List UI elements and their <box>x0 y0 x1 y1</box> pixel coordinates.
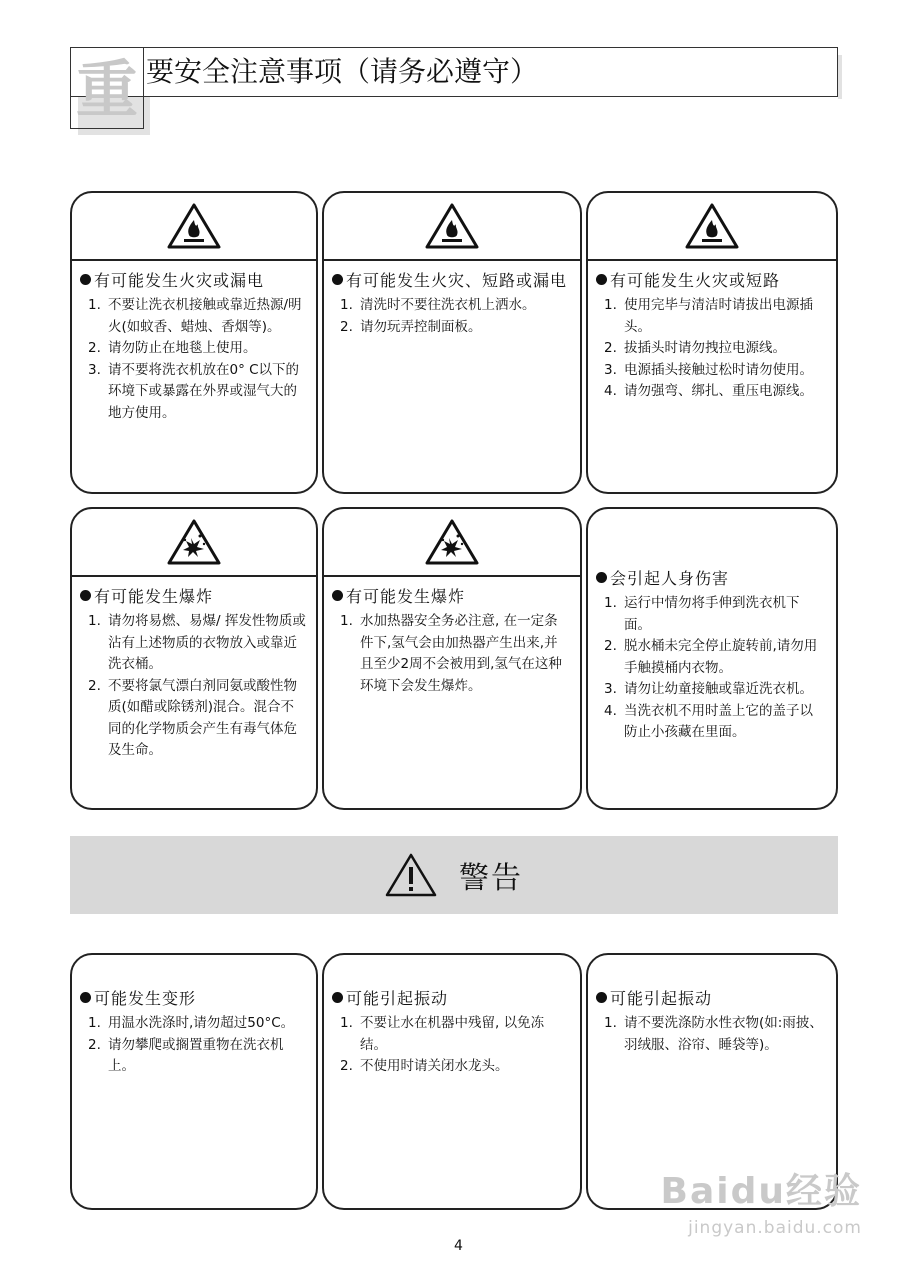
list-item: 1. 运行中情勿将手伸到洗衣机下面。 <box>604 595 800 633</box>
card-title: 可能引起振动 <box>332 989 570 1009</box>
card-title: 有可能发生爆炸 <box>80 587 306 607</box>
list-item: 1. 不要让洗衣机接触或靠近热源/明火(如蚊香、蜡烛、香烟等)。 <box>88 297 302 335</box>
watermark-brand: Baidu经验 <box>660 1171 862 1212</box>
card-vibration-1 <box>322 953 582 1210</box>
card-title: 有可能发生火灾、短路或漏电 <box>332 271 570 291</box>
list-item: 3. 电源插头接触过松时请勿使用。 <box>604 361 813 378</box>
list-item: 3. 请勿让幼童接触或靠近洗衣机。 <box>604 681 813 697</box>
card-icon-area <box>324 193 580 261</box>
card-title: 可能发生变形 <box>80 989 306 1009</box>
card-explosion-2 <box>322 507 582 810</box>
page-title: 要安全注意事项（请务必遵守） <box>146 55 539 88</box>
card-icon-area <box>588 193 836 261</box>
list-item: 1. 不要让水在机器中残留, 以免冻结。 <box>340 1015 545 1053</box>
card-fire-leakage <box>70 191 318 494</box>
list-item: 2. 不使用时请关闭水龙头。 <box>340 1058 509 1074</box>
list-item: 1. 请勿将易燃、易爆/ 挥发性物质或沾有上述物质的衣物放入或靠近洗衣桶。 <box>88 613 306 672</box>
fire-warning-icon <box>425 202 479 250</box>
title-big-char: 重 <box>75 53 138 126</box>
list-item: 4. 当洗衣机不用时盖上它的盖子以防止小孩藏在里面。 <box>604 702 813 740</box>
list-item: 2. 不要将氯气漂白剂同氨或酸性物质(如醋或除锈剂)混合。混合不同的化学物质会产生有毒气体危及生命。 <box>88 677 297 758</box>
card-icon-area <box>72 193 316 261</box>
card-injury <box>586 507 838 810</box>
card-title: 有可能发生火灾或短路 <box>596 271 826 291</box>
card-icon-area <box>324 509 580 577</box>
list-item: 1. 水加热器安全务必注意, 在一定条件下,氢气会由加热器产生出来,并且至少2周不会被用到,氢气在这种环境下会发生爆炸。 <box>340 613 562 694</box>
list-item: 2. 请勿玩弄控制面板。 <box>340 318 482 335</box>
card-title: 可能引起振动 <box>596 989 826 1009</box>
card-deformation <box>70 953 318 1210</box>
list-item: 1. 清洗时不要往洗衣机上洒水。 <box>340 297 536 313</box>
card-title: 有可能发生爆炸 <box>332 587 570 607</box>
fire-warning-icon <box>167 202 221 250</box>
list-item: 1. 用温水洗涤时,请勿超过50°C。 <box>88 1015 295 1031</box>
warning-band <box>70 836 838 914</box>
card-title: 有可能发生火灾或漏电 <box>80 271 306 291</box>
list-item: 1. 请不要洗涤防水性衣物(如:雨披、羽绒服、浴帘、睡袋等)。 <box>604 1015 823 1053</box>
list-item: 4. 请勿强弯、绑扎、重压电源线。 <box>604 383 813 399</box>
list-item: 1. 使用完毕与清洁时请拔出电源插头。 <box>604 297 813 335</box>
list-item: 2. 拔插头时请勿拽拉电源线。 <box>604 340 786 356</box>
card-icon-area <box>72 509 316 577</box>
page-number: 4 <box>454 1238 463 1254</box>
warning-label: 警告 <box>459 861 523 896</box>
baidu-watermark <box>661 1163 862 1238</box>
card-fire-short <box>586 191 838 494</box>
card-fire-short-leakage <box>322 191 582 494</box>
title-char-frame <box>70 47 144 129</box>
list-item: 2. 请勿攀爬或搁置重物在洗衣机上。 <box>88 1036 284 1074</box>
list-item: 2. 脱水桶未完全停止旋转前,请勿用手触摸桶内衣物。 <box>604 638 818 676</box>
list-item: 3. 请不要将洗衣机放在0° C以下的环境下或暴露在外界或湿气大的地方使用。 <box>88 361 300 421</box>
fire-warning-icon <box>685 202 739 250</box>
explosion-warning-icon <box>167 518 221 566</box>
title-shadow-right <box>838 55 842 99</box>
list-item: 2. 请勿防止在地毯上使用。 <box>88 340 257 356</box>
watermark-url: jingyan.baidu.com <box>688 1218 862 1238</box>
card-explosion-1 <box>70 507 318 810</box>
exclamation-triangle-icon <box>385 852 437 898</box>
explosion-warning-icon <box>425 518 479 566</box>
card-title: 会引起人身伤害 <box>596 569 826 589</box>
